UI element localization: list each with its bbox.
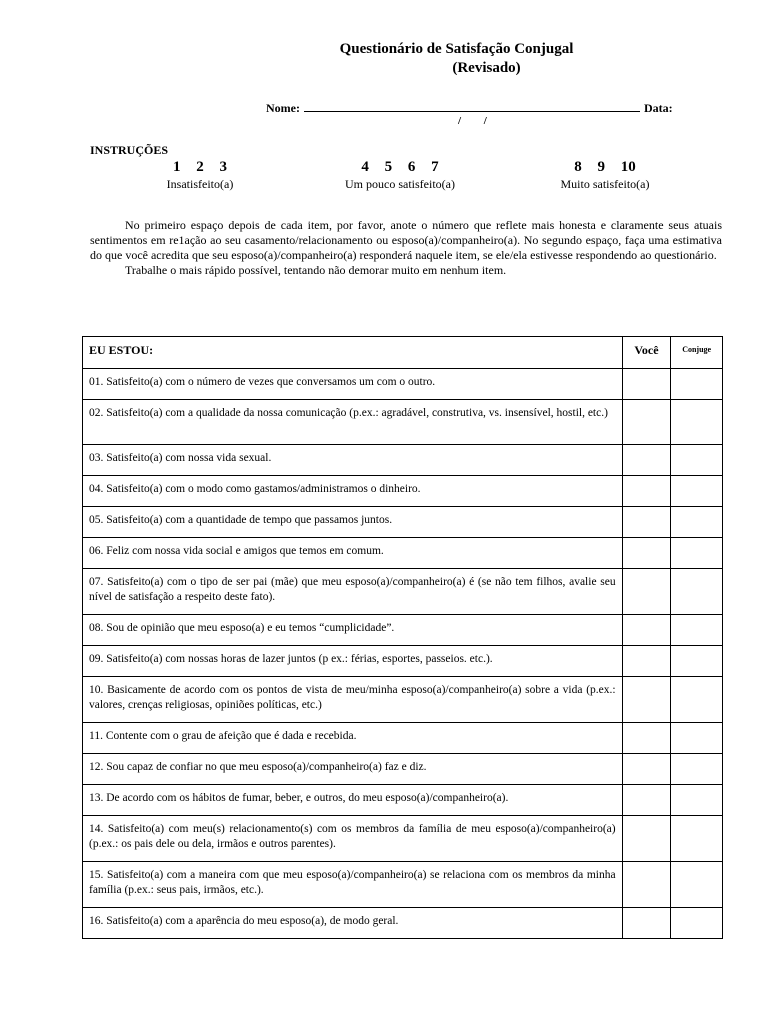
answer-spouse-cell[interactable]: [671, 476, 723, 507]
name-field-line[interactable]: [304, 100, 640, 112]
item-text: 05. Satisfeito(a) com a quantidade de tempo que passamos juntos.: [83, 507, 623, 538]
date-label: Data:: [643, 101, 673, 115]
header-item: EU ESTOU:: [83, 337, 623, 369]
answer-you-cell[interactable]: [622, 677, 671, 723]
item-text: 11. Contente com o grau de afeição que é dada e recebida.: [83, 723, 623, 754]
item-text: 03. Satisfeito(a) com nossa vida sexual.: [83, 445, 623, 476]
table-row: [83, 615, 723, 646]
name-date-row: [266, 100, 673, 116]
table-row: [83, 908, 723, 939]
answer-spouse-cell[interactable]: [671, 538, 723, 569]
item-text: 08. Sou de opinião que meu esposo(a) e eu temos “cumplicidade”.: [83, 615, 623, 646]
item-text: 02. Satisfeito(a) com a qualidade da nossa comunicação (p.ex.: agradável, construtiva, vs. insensível, hostil, etc.): [83, 400, 623, 445]
instructions-heading: INSTRUÇÕES: [90, 143, 169, 157]
answer-spouse-cell[interactable]: [671, 507, 723, 538]
table-row: [83, 569, 723, 615]
answer-you-cell[interactable]: [622, 646, 671, 677]
item-text: 12. Sou capaz de confiar no que meu esposo(a)/companheiro(a) faz e diz.: [83, 754, 623, 785]
answer-spouse-cell[interactable]: [671, 677, 723, 723]
answer-you-cell[interactable]: [622, 538, 671, 569]
table-row: [83, 723, 723, 754]
date-field[interactable]: / /: [458, 115, 487, 127]
document-title: [0, 40, 768, 78]
scale-label: Muito satisfeito(a): [560, 177, 650, 191]
title-line-1: Questionário de Satisfação Conjugal: [339, 41, 574, 57]
name-label: Nome:: [266, 101, 300, 115]
item-text: 01. Satisfeito(a) com o número de vezes que conversamos um com o outro.: [83, 369, 623, 400]
instructions-paragraph-1: No primeiro espaço depois de cada item, por favor, anote o número que reflete mais honesta e claramente seus atuais sentimentos em re1ação ao seu casamento/relacionamento ou esposo(a)/companheiro(a). No segundo espaço, faça uma estimativa do que você acredita que seu esposo(a)/companheiro(a) responderá naquele item, se ele/ela estivesse respondendo ao questionário.: [90, 218, 722, 262]
item-text: 09. Satisfeito(a) com nossas horas de lazer juntos (p ex.: férias, esportes, passeios. etc.).: [83, 646, 623, 677]
scale-label: Um pouco satisfeito(a): [345, 177, 455, 191]
table-row: [83, 445, 723, 476]
answer-spouse-cell[interactable]: [671, 816, 723, 862]
answer-spouse-cell[interactable]: [671, 646, 723, 677]
instructions-text: [90, 218, 722, 278]
table-row: [83, 785, 723, 816]
scale-numbers: 1 2 3: [173, 159, 227, 175]
answer-you-cell[interactable]: [622, 569, 671, 615]
answer-spouse-cell[interactable]: [671, 369, 723, 400]
table-row: [83, 646, 723, 677]
answer-spouse-cell[interactable]: [671, 445, 723, 476]
item-text: 04. Satisfeito(a) com o modo como gastamos/administramos o dinheiro.: [83, 476, 623, 507]
instructions-paragraph-2: Trabalhe o mais rápido possível, tentando não demorar muito em nenhum item.: [125, 263, 507, 277]
answer-you-cell[interactable]: [622, 908, 671, 939]
table-row: [83, 816, 723, 862]
table-header-row: [83, 337, 723, 369]
table-row: [83, 862, 723, 908]
header-spouse: Conjuge: [671, 337, 723, 369]
answer-you-cell[interactable]: [622, 816, 671, 862]
answer-spouse-cell[interactable]: [671, 908, 723, 939]
answer-you-cell[interactable]: [622, 400, 671, 445]
item-text: 07. Satisfeito(a) com o tipo de ser pai (mãe) que meu esposo(a)/companheiro(a) é (se não tem filhos, avalie seu nível de satisfação a respeito deste fato).: [83, 569, 623, 615]
scale-group-very: [545, 158, 665, 192]
answer-you-cell[interactable]: [622, 785, 671, 816]
answer-you-cell[interactable]: [622, 723, 671, 754]
item-text: 16. Satisfeito(a) com a aparência do meu esposo(a), de modo geral.: [83, 908, 623, 939]
item-text: 15. Satisfeito(a) com a maneira com que meu esposo(a)/companheiro(a) se relaciona com os membros da minha família (p.ex.: seus pais, irmãos, etc.).: [83, 862, 623, 908]
answer-spouse-cell[interactable]: [671, 785, 723, 816]
table-row: [83, 538, 723, 569]
table-row: [83, 754, 723, 785]
scale-numbers: 4 5 6 7: [361, 159, 439, 175]
table-body: [83, 369, 723, 939]
scale-label: Insatisfeito(a): [166, 177, 234, 191]
item-text: 14. Satisfeito(a) com meu(s) relacionamento(s) com os membros da família de meu esposo(a)/companheiro(a) (p.ex.: os pais dele ou dela, irmãos e outros parentes).: [83, 816, 623, 862]
answer-you-cell[interactable]: [622, 507, 671, 538]
answer-you-cell[interactable]: [622, 476, 671, 507]
answer-spouse-cell[interactable]: [671, 400, 723, 445]
scale-numbers: 8 9 10: [574, 159, 636, 175]
table-row: [83, 400, 723, 445]
answer-you-cell[interactable]: [622, 754, 671, 785]
table-row: [83, 369, 723, 400]
answer-you-cell[interactable]: [622, 862, 671, 908]
questionnaire-table: [82, 336, 723, 939]
item-text: 06. Feliz com nossa vida social e amigos que temos em comum.: [83, 538, 623, 569]
answer-you-cell[interactable]: [622, 615, 671, 646]
header-you: Você: [622, 337, 671, 369]
answer-spouse-cell[interactable]: [671, 569, 723, 615]
item-text: 13. De acordo com os hábitos de fumar, beber, e outros, do meu esposo(a)/companheiro(a).: [83, 785, 623, 816]
answer-you-cell[interactable]: [622, 445, 671, 476]
scale-group-unsatisfied: [150, 158, 250, 192]
table-row: [83, 507, 723, 538]
answer-spouse-cell[interactable]: [671, 862, 723, 908]
scale-group-somewhat: [320, 158, 480, 192]
answer-spouse-cell[interactable]: [671, 723, 723, 754]
answer-spouse-cell[interactable]: [671, 615, 723, 646]
title-line-2: (Revisado): [452, 60, 521, 76]
table-row: [83, 677, 723, 723]
table-row: [83, 476, 723, 507]
answer-spouse-cell[interactable]: [671, 754, 723, 785]
answer-you-cell[interactable]: [622, 369, 671, 400]
item-text: 10. Basicamente de acordo com os pontos de vista de meu/minha esposo(a)/companheiro(a) sobre a vida (p.ex.: valores, crenças religiosas, opiniões políticas, etc.): [83, 677, 623, 723]
